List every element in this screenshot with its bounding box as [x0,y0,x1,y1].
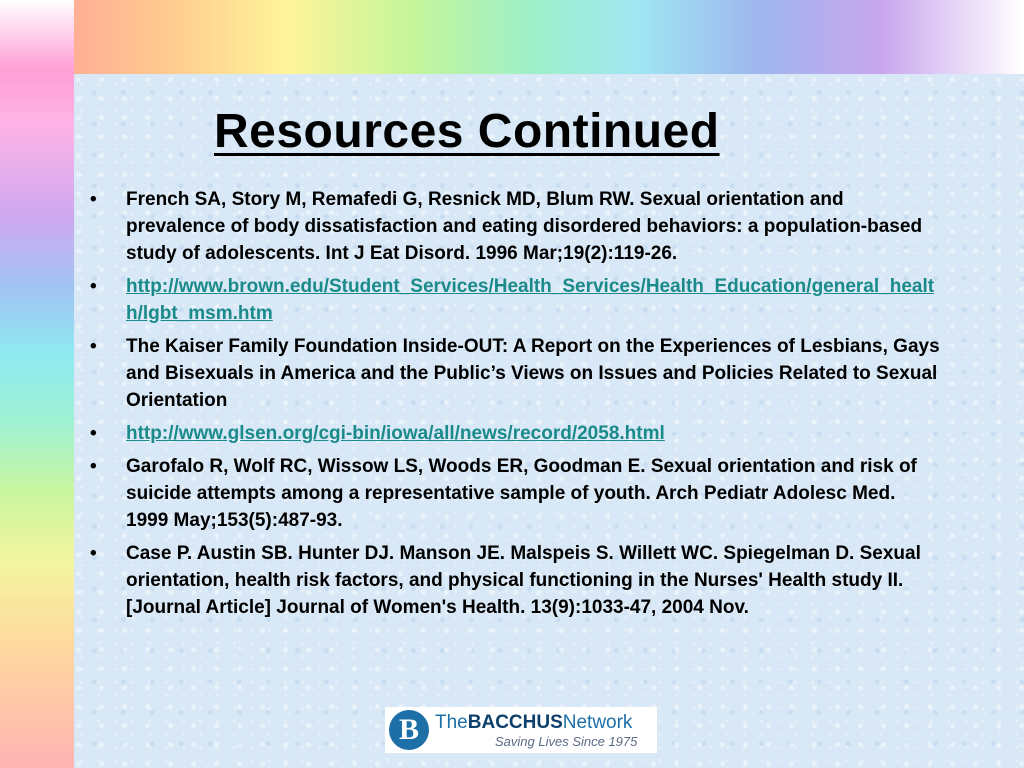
bullet-icon: • [90,543,97,564]
slide-title: Resources Continued [214,105,720,158]
logo-name-suffix: Network [562,711,633,733]
logo-name-bold: BACCHUS [467,711,563,733]
reference-text: Garofalo R, Wolf RC, Wissow LS, Woods ER, Goodman E. Sexual orientation and risk of suicide attempts among a representative sample of youth. Arch Pediatr Adolesc Med. 1999 May;153(5):487-93. [126,456,917,531]
reference-text: The Kaiser Family Foundation Inside-OUT: A Report on the Experiences of Lesbians, Gays and Bisexuals in America and the Public’s Views on Issues and Policies Related to Sexual Orientation [126,336,940,411]
bullet-icon: • [90,276,97,297]
reference-text: Case P. Austin SB. Hunter DJ. Manson JE. Malspeis S. Willett WC. Spiegelman D. Sexual orientation, health risk factors, and physical functioning in the Nurses' Health study II. [Journal Article] Journal of Women's Health. 13(9):1033-47, 2004 Nov. [126,543,921,618]
bullet-icon: • [90,336,97,357]
list-item [90,333,940,414]
logo-wordmark [435,712,637,749]
reference-link-brown[interactable]: http://www.brown.edu/Student_Services/Health_Services/Health_Education/general_health/lgbt_msm.htm [126,276,935,324]
list-item [90,186,940,267]
logo-name-prefix: The [435,711,468,733]
list-item [90,420,940,447]
logo-tagline: Saving Lives Since 1975 [495,733,638,749]
reference-text: French SA, Story M, Remafedi G, Resnick MD, Blum RW. Sexual orientation and prevalence of body dissatisfaction and eating disordered behaviors: a population-based study of adolescents. Int J Eat Disord. 1996 Mar;19(2):119-26. [126,189,923,264]
list-item [90,273,940,327]
bullet-icon: • [90,189,97,210]
bullet-icon: • [90,456,97,477]
bacchus-network-logo [385,707,657,753]
list-item [90,453,940,534]
list-item [90,540,940,621]
left-rainbow-band [0,0,74,768]
reference-list [90,186,940,627]
bacchus-b-icon: B [389,710,429,750]
top-rainbow-band [0,0,1024,74]
logo-name [435,712,637,734]
bullet-icon: • [90,423,97,444]
reference-link-glsen[interactable]: http://www.glsen.org/cgi-bin/iowa/all/news/record/2058.html [126,423,665,444]
